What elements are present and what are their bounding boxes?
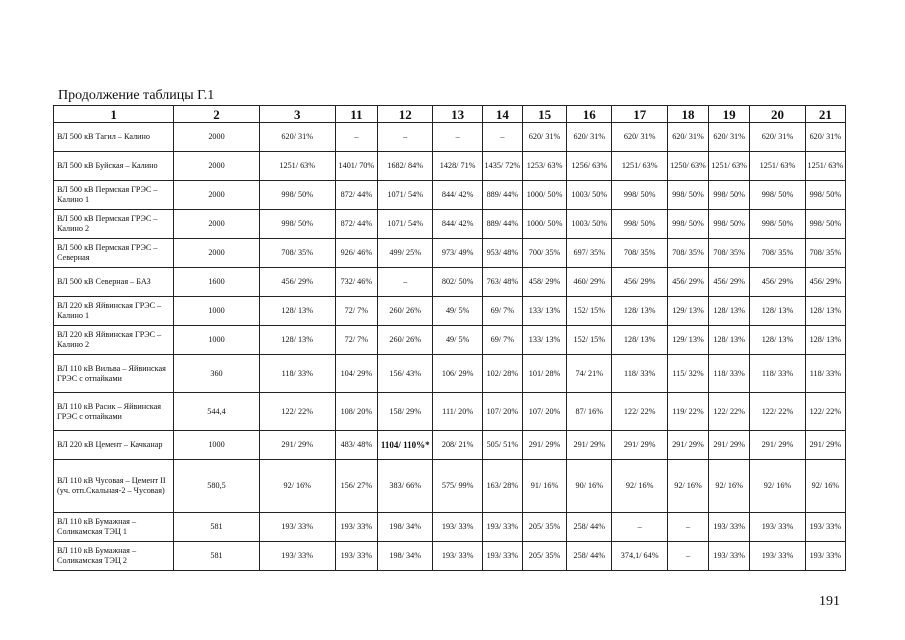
value-cell: 998/ 50% [750,210,806,239]
value-cell: 700/ 35% [522,239,566,268]
value-cell: 844/ 42% [433,210,482,239]
value-cell: 108/ 20% [335,393,377,431]
value-cell: 92/ 16% [667,460,708,513]
value-cell: 156/ 43% [377,355,433,393]
value-cell: 92/ 16% [805,460,845,513]
col-header: 13 [433,106,482,123]
value-cell: 1000 [174,326,259,355]
col-header: 17 [612,106,668,123]
value-cell: 1600 [174,268,259,297]
value-cell: 118/ 33% [805,355,845,393]
col-header: 14 [482,106,522,123]
line-name-cell: ВЛ 110 кВ Бумажная – Соликамская ТЭЦ 2 [54,542,174,571]
value-cell: 1071/ 54% [377,181,433,210]
value-cell: 620/ 31% [667,123,708,152]
value-cell: 732/ 46% [335,268,377,297]
value-cell: 260/ 26% [377,297,433,326]
value-cell: 118/ 33% [750,355,806,393]
value-cell: 889/ 44% [482,181,522,210]
table-row [54,355,846,393]
value-cell: 458/ 29% [522,268,566,297]
value-cell: 193/ 33% [335,513,377,542]
value-cell: 128/ 13% [259,326,335,355]
value-cell: 998/ 50% [612,210,668,239]
page-number: 191 [819,594,840,609]
value-cell: 198/ 34% [377,513,433,542]
header-row [54,106,846,123]
value-cell: 152/ 15% [567,326,612,355]
value-cell: 708/ 35% [667,239,708,268]
value-cell: 291/ 29% [567,431,612,460]
value-cell: 456/ 29% [259,268,335,297]
value-cell: 889/ 44% [482,210,522,239]
value-cell: 383/ 66% [377,460,433,513]
value-cell: 72/ 7% [335,297,377,326]
line-name-cell: ВЛ 500 кВ Пермская ГРЭС – Калино 2 [54,210,174,239]
value-cell: 844/ 42% [433,181,482,210]
value-cell: 456/ 29% [709,268,750,297]
value-cell: 456/ 29% [750,268,806,297]
value-cell: 92/ 16% [612,460,668,513]
value-cell: 115/ 32% [667,355,708,393]
value-cell: 544,4 [174,393,259,431]
value-cell: 2000 [174,152,259,181]
value-cell: 1000 [174,297,259,326]
value-cell: 106/ 29% [433,355,482,393]
value-cell: 291/ 29% [805,431,845,460]
table-row [54,431,846,460]
value-cell: 118/ 33% [612,355,668,393]
value-cell: 575/ 99% [433,460,482,513]
value-cell: 998/ 50% [667,210,708,239]
col-header: 18 [667,106,708,123]
value-cell: 91/ 16% [522,460,566,513]
table-row [54,297,846,326]
col-header: 20 [750,106,806,123]
value-cell: 456/ 29% [667,268,708,297]
value-cell: 133/ 13% [522,326,566,355]
value-cell: 260/ 26% [377,326,433,355]
table-row [54,393,846,431]
value-cell: 953/ 48% [482,239,522,268]
col-header: 3 [259,106,335,123]
line-name-cell: ВЛ 500 кВ Пермская ГРЭС – Северная [54,239,174,268]
value-cell: 118/ 33% [709,355,750,393]
value-cell: 291/ 29% [612,431,668,460]
value-cell: 128/ 13% [750,326,806,355]
value-cell: – [377,123,433,152]
value-cell: 193/ 33% [709,513,750,542]
value-cell: 291/ 29% [667,431,708,460]
value-cell: 198/ 34% [377,542,433,571]
value-cell: 205/ 35% [522,542,566,571]
value-cell: 156/ 27% [335,460,377,513]
value-cell: 193/ 33% [259,513,335,542]
value-cell: 1682/ 84% [377,152,433,181]
value-cell: 128/ 13% [259,297,335,326]
table-row [54,268,846,297]
value-cell: 2000 [174,239,259,268]
value-cell: 119/ 22% [667,393,708,431]
value-cell: 708/ 35% [805,239,845,268]
value-cell: 90/ 16% [567,460,612,513]
value-cell: 122/ 22% [612,393,668,431]
value-cell: 102/ 28% [482,355,522,393]
value-cell: 580,5 [174,460,259,513]
col-header: 19 [709,106,750,123]
value-cell: 360 [174,355,259,393]
value-cell: 122/ 22% [805,393,845,431]
col-header: 1 [54,106,174,123]
line-name-cell: ВЛ 500 кВ Северная – БАЗ [54,268,174,297]
value-cell: 128/ 13% [805,297,845,326]
value-cell: 118/ 33% [259,355,335,393]
value-cell: 128/ 13% [750,297,806,326]
table-row [54,460,846,513]
value-cell: 1435/ 72% [482,152,522,181]
line-name-cell: ВЛ 220 кВ Яйвинская ГРЭС – Калино 1 [54,297,174,326]
value-cell: 998/ 50% [259,181,335,210]
value-cell: 92/ 16% [709,460,750,513]
value-cell: 208/ 21% [433,431,482,460]
table-row [54,326,846,355]
line-name-cell: ВЛ 110 кВ Расик – Яйвинская ГРЭС с отпайками [54,393,174,431]
value-cell: 1000/ 50% [522,210,566,239]
value-cell: 193/ 33% [805,542,845,571]
line-name-cell: ВЛ 500 кВ Пермская ГРЭС – Калино 1 [54,181,174,210]
value-cell: 998/ 50% [667,181,708,210]
value-cell: – [433,123,482,152]
value-cell: 1251/ 63% [750,152,806,181]
line-name-cell: ВЛ 500 кВ Буйская – Калино [54,152,174,181]
value-cell: – [667,513,708,542]
table-row [54,152,846,181]
value-cell: 193/ 33% [709,542,750,571]
table-row [54,542,846,571]
value-cell: 581 [174,542,259,571]
col-header: 16 [567,106,612,123]
value-cell: 49/ 5% [433,326,482,355]
value-cell: 499/ 25% [377,239,433,268]
value-cell: 456/ 29% [612,268,668,297]
value-cell: 193/ 33% [482,513,522,542]
value-cell: 620/ 31% [709,123,750,152]
value-cell: 1256/ 63% [567,152,612,181]
data-table [53,105,846,571]
value-cell: 998/ 50% [709,181,750,210]
value-cell: 104/ 29% [335,355,377,393]
value-cell: 926/ 46% [335,239,377,268]
value-cell: 708/ 35% [709,239,750,268]
value-cell: 128/ 13% [709,297,750,326]
col-header: 12 [377,106,433,123]
value-cell: 69/ 7% [482,326,522,355]
value-cell: 2000 [174,210,259,239]
value-cell: 92/ 16% [750,460,806,513]
value-cell: 581 [174,513,259,542]
table-caption: Продолжение таблицы Г.1 [58,88,215,103]
line-name-cell: ВЛ 220 кВ Яйвинская ГРЭС – Калино 2 [54,326,174,355]
line-name-cell: ВЛ 110 кВ Вильва – Яйвинская ГРЭС с отпайками [54,355,174,393]
value-cell: 1251/ 63% [259,152,335,181]
value-cell: 1104/ 110%* [377,431,433,460]
value-cell: 193/ 33% [433,513,482,542]
value-cell: 128/ 13% [612,326,668,355]
value-cell: 291/ 29% [709,431,750,460]
table-row [54,123,846,152]
value-cell: 998/ 50% [612,181,668,210]
line-name-cell: ВЛ 500 кВ Тагил – Калино [54,123,174,152]
value-cell: 1428/ 71% [433,152,482,181]
value-cell: 107/ 20% [482,393,522,431]
value-cell: 128/ 13% [612,297,668,326]
value-cell: 620/ 31% [567,123,612,152]
value-cell: 1251/ 63% [805,152,845,181]
line-name-cell: ВЛ 110 кВ Бумажная – Соликамская ТЭЦ 1 [54,513,174,542]
value-cell: 129/ 13% [667,326,708,355]
value-cell: 2000 [174,123,259,152]
col-header: 21 [805,106,845,123]
value-cell: 122/ 22% [259,393,335,431]
value-cell: 69/ 7% [482,297,522,326]
value-cell: 291/ 29% [750,431,806,460]
value-cell: 1000/ 50% [522,181,566,210]
value-cell: – [377,268,433,297]
value-cell: 998/ 50% [709,210,750,239]
value-cell: 973/ 49% [433,239,482,268]
value-cell: 620/ 31% [612,123,668,152]
value-cell: 193/ 33% [482,542,522,571]
value-cell: 620/ 31% [259,123,335,152]
value-cell: 2000 [174,181,259,210]
value-cell: – [482,123,522,152]
value-cell: 101/ 28% [522,355,566,393]
value-cell: 872/ 44% [335,210,377,239]
value-cell: 1000 [174,431,259,460]
value-cell: 456/ 29% [805,268,845,297]
value-cell: 1071/ 54% [377,210,433,239]
value-cell: 620/ 31% [750,123,806,152]
value-cell: 374,1/ 64% [612,542,668,571]
value-cell: – [335,123,377,152]
value-cell: 111/ 20% [433,393,482,431]
value-cell: 291/ 29% [259,431,335,460]
value-cell: 72/ 7% [335,326,377,355]
value-cell: 708/ 35% [259,239,335,268]
value-cell: 193/ 33% [335,542,377,571]
value-cell: 258/ 44% [567,513,612,542]
value-cell: 193/ 33% [750,542,806,571]
value-cell: 92/ 16% [259,460,335,513]
col-header: 2 [174,106,259,123]
value-cell: 708/ 35% [612,239,668,268]
value-cell: 258/ 44% [567,542,612,571]
value-cell: 1401/ 70% [335,152,377,181]
value-cell: 107/ 20% [522,393,566,431]
value-cell: 998/ 50% [750,181,806,210]
value-cell: 483/ 48% [335,431,377,460]
table-row [54,513,846,542]
value-cell: 998/ 50% [259,210,335,239]
value-cell: 1251/ 63% [709,152,750,181]
value-cell: – [612,513,668,542]
value-cell: 158/ 29% [377,393,433,431]
value-cell: – [667,542,708,571]
value-cell: 460/ 29% [567,268,612,297]
value-cell: 163/ 28% [482,460,522,513]
value-cell: 697/ 35% [567,239,612,268]
value-cell: 1253/ 63% [522,152,566,181]
value-cell: 998/ 50% [805,181,845,210]
value-cell: 763/ 48% [482,268,522,297]
value-cell: 193/ 33% [750,513,806,542]
value-cell: 802/ 50% [433,268,482,297]
value-cell: 1251/ 63% [612,152,668,181]
value-cell: 87/ 16% [567,393,612,431]
value-cell: 122/ 22% [750,393,806,431]
value-cell: 128/ 13% [709,326,750,355]
value-cell: 74/ 21% [567,355,612,393]
value-cell: 49/ 5% [433,297,482,326]
value-cell: 291/ 29% [522,431,566,460]
value-cell: 872/ 44% [335,181,377,210]
table-row [54,239,846,268]
value-cell: 620/ 31% [522,123,566,152]
value-cell: 505/ 51% [482,431,522,460]
value-cell: 122/ 22% [709,393,750,431]
line-name-cell: ВЛ 110 кВ Чусовая – Цемент II (уч. отп.Скальная-2 – Чусовая) [54,460,174,513]
value-cell: 205/ 35% [522,513,566,542]
value-cell: 128/ 13% [805,326,845,355]
value-cell: 620/ 31% [805,123,845,152]
value-cell: 129/ 13% [667,297,708,326]
value-cell: 1003/ 50% [567,210,612,239]
value-cell: 133/ 13% [522,297,566,326]
col-header: 11 [335,106,377,123]
value-cell: 193/ 33% [805,513,845,542]
value-cell: 1003/ 50% [567,181,612,210]
line-name-cell: ВЛ 220 кВ Цемент – Качканар [54,431,174,460]
value-cell: 193/ 33% [259,542,335,571]
table-row [54,210,846,239]
value-cell: 1250/ 63% [667,152,708,181]
value-cell: 998/ 50% [805,210,845,239]
value-cell: 708/ 35% [750,239,806,268]
col-header: 15 [522,106,566,123]
value-cell: 152/ 15% [567,297,612,326]
value-cell: 193/ 33% [433,542,482,571]
table-row [54,181,846,210]
